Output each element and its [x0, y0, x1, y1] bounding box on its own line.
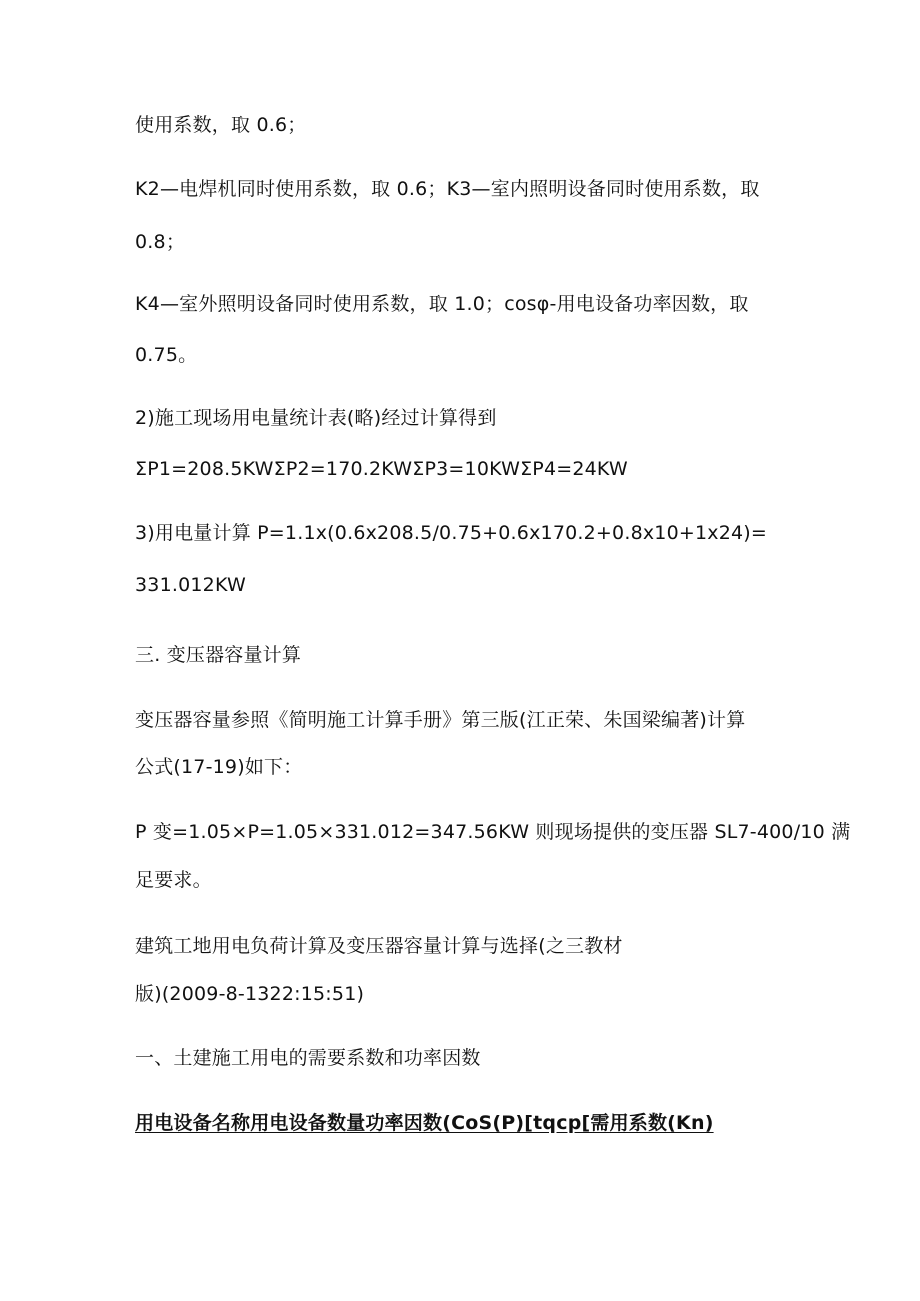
formula-line: ΣP1=208.5KWΣP2=170.2KWΣP3=10KWΣP4=24KW — [135, 458, 628, 480]
text-line: P 变=1.05×P=1.05×331.012=347.56KW 则现场提供的变压器 SL7-400/10 满 — [135, 821, 851, 843]
text-line: K4—室外照明设备同时使用系数，取 1.0；cosφ-用电设备功率因数，取 — [135, 293, 749, 315]
section-heading: 一、土建施工用电的需要系数和功率因数 — [135, 1047, 481, 1069]
text-line: 2)施工现场用电量统计表(略)经过计算得到 — [135, 407, 497, 429]
formula-line: 3)用电量计算 P=1.1x(0.6x208.5/0.75+0.6x170.2+0.8x10+1x24)= — [135, 522, 768, 544]
text-line: 使用系数，取 0.6； — [135, 114, 307, 136]
section-heading: 三. 变压器容量计算 — [135, 644, 302, 666]
text-line: K2—电焊机同时使用系数，取 0.6；K3—室内照明设备同时使用系数，取 — [135, 178, 760, 200]
text-line: 0.8； — [135, 231, 186, 253]
table-header: 用电设备名称用电设备数量功率因数(CoS(P)[tqcp[需用系数(Kn) — [135, 1112, 714, 1134]
text-line: 0.75。 — [135, 344, 198, 366]
article-title: 建筑工地用电负荷计算及变压器容量计算与选择(之三教材 — [135, 935, 623, 957]
formula-result: 331.012KW — [135, 574, 246, 596]
article-title: 版)(2009-8-1322:15:51) — [135, 983, 365, 1005]
text-line: 足要求。 — [135, 869, 212, 891]
text-line: 变压器容量参照《简明施工计算手册》第三版(江正荣、朱国梁编著)计算 — [135, 709, 746, 731]
text-line: 公式(17-19)如下： — [135, 756, 303, 778]
